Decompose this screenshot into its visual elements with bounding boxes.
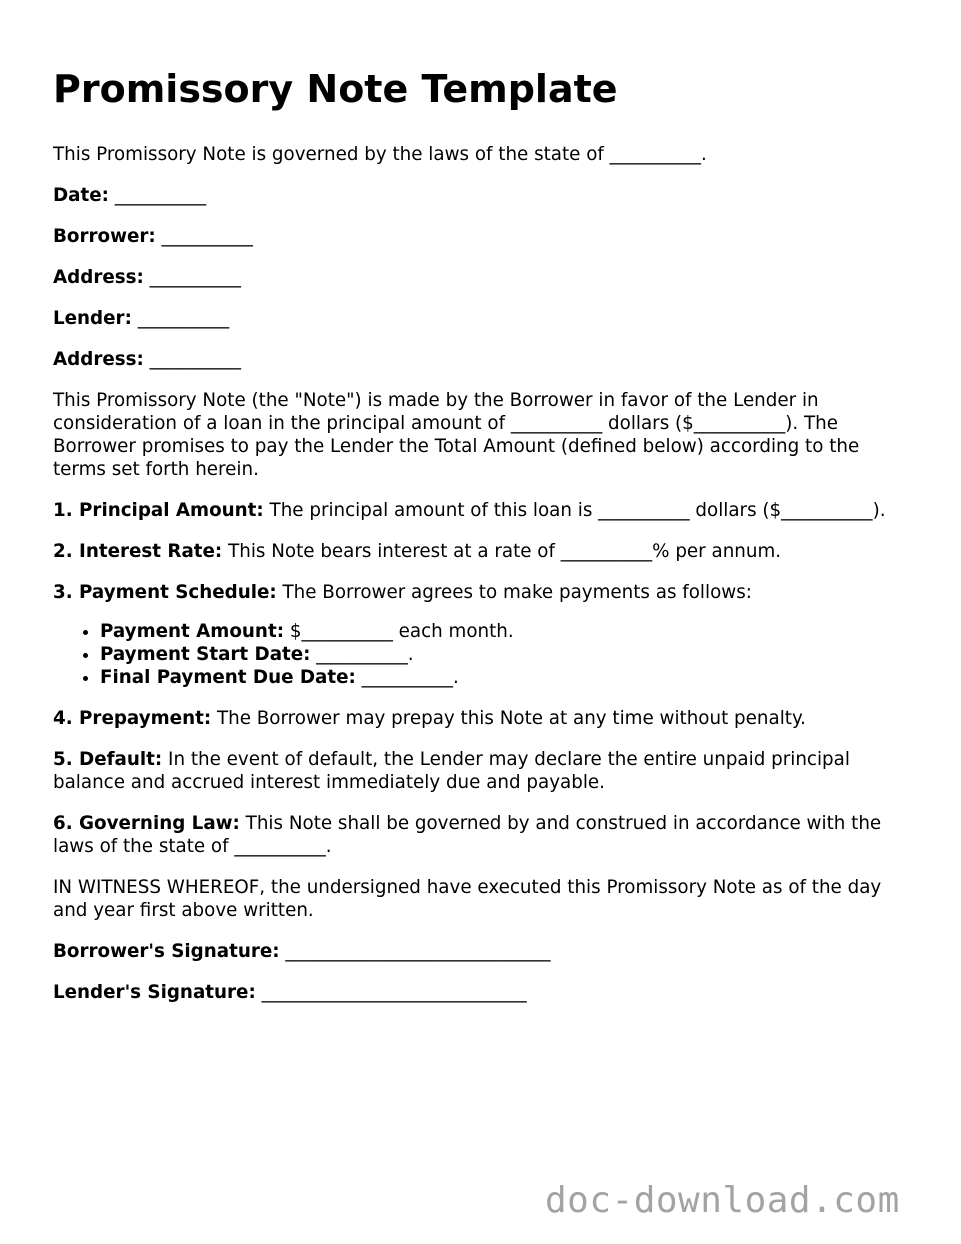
field-date — [53, 184, 913, 207]
field-blank: __________ — [149, 267, 242, 288]
section-text: In the event of default, the Lender may declare the entire unpaid principal balance and accrued interest immediately due and payable. — [53, 749, 850, 793]
intro-paragraph: This Promissory Note is governed by the laws of the state of __________. — [53, 144, 707, 165]
page-title: Promissory Note Template — [53, 67, 618, 111]
list-item — [100, 620, 913, 643]
section-label: 2. Interest Rate: — [53, 541, 223, 562]
field-blank: __________ — [161, 226, 253, 247]
lender-signature-line — [53, 981, 913, 1004]
section-text: This Note bears interest at a rate of __________% per annum. — [228, 541, 782, 562]
section-prepayment — [53, 707, 913, 730]
section-label: 5. Default: — [53, 749, 163, 770]
list-item-label: Final Payment Due Date: — [100, 667, 356, 688]
list-item-text: __________. — [316, 644, 414, 665]
section-text: The principal amount of this loan is __________ dollars ($__________). — [269, 500, 886, 521]
field-borrower-address — [53, 266, 913, 289]
field-label: Address: — [53, 349, 144, 370]
list-item-text: __________. — [361, 667, 459, 688]
field-lender-address — [53, 348, 913, 371]
signature-blank: _____________________________ — [261, 982, 527, 1003]
section-label: 3. Payment Schedule: — [53, 582, 277, 603]
section-principal — [53, 499, 913, 522]
list-item-label: Payment Start Date: — [100, 644, 311, 665]
section-schedule — [53, 581, 913, 604]
field-label: Lender: — [53, 308, 132, 329]
field-blank: __________ — [114, 185, 207, 206]
signature-label: Borrower's Signature: — [53, 941, 280, 962]
section-text: The Borrower agrees to make payments as follows: — [282, 582, 752, 603]
witness-paragraph: IN WITNESS WHEREOF, the undersigned have executed this Promissory Note as of the day and year first above written. — [53, 877, 882, 921]
section-interest — [53, 540, 913, 563]
body-paragraph: This Promissory Note (the "Note") is made by the Borrower in favor of the Lender in consideration of a loan in the principal amount of __________ dollars ($__________). The Borrower promises to pay the Lender the Total Amount (defined below) according to the terms set forth herein. — [53, 390, 860, 480]
section-default — [53, 748, 913, 794]
field-label: Borrower: — [53, 226, 156, 247]
section-label: 1. Principal Amount: — [53, 500, 264, 521]
watermark: doc-download.com — [545, 1180, 900, 1221]
section-text: This Note shall be governed by and construed in accordance with the laws of the state of __________. — [53, 813, 882, 857]
section-text: The Borrower may prepay this Note at any time without penalty. — [216, 708, 806, 729]
signature-blank: _____________________________ — [285, 941, 551, 962]
list-item — [100, 643, 913, 666]
field-blank: __________ — [137, 308, 230, 329]
field-borrower — [53, 225, 913, 248]
list-item-label: Payment Amount: — [100, 621, 284, 642]
list-item-text: $__________ each month. — [289, 621, 514, 642]
field-label: Date: — [53, 185, 109, 206]
field-label: Address: — [53, 267, 144, 288]
field-lender — [53, 307, 913, 330]
section-label: 6. Governing Law: — [53, 813, 240, 834]
list-item — [100, 666, 913, 689]
schedule-list — [53, 620, 913, 689]
borrower-signature-line — [53, 940, 913, 963]
section-label: 4. Prepayment: — [53, 708, 212, 729]
section-governing-law — [53, 812, 913, 858]
signature-label: Lender's Signature: — [53, 982, 256, 1003]
field-blank: __________ — [149, 349, 242, 370]
document-page — [53, 62, 913, 1022]
